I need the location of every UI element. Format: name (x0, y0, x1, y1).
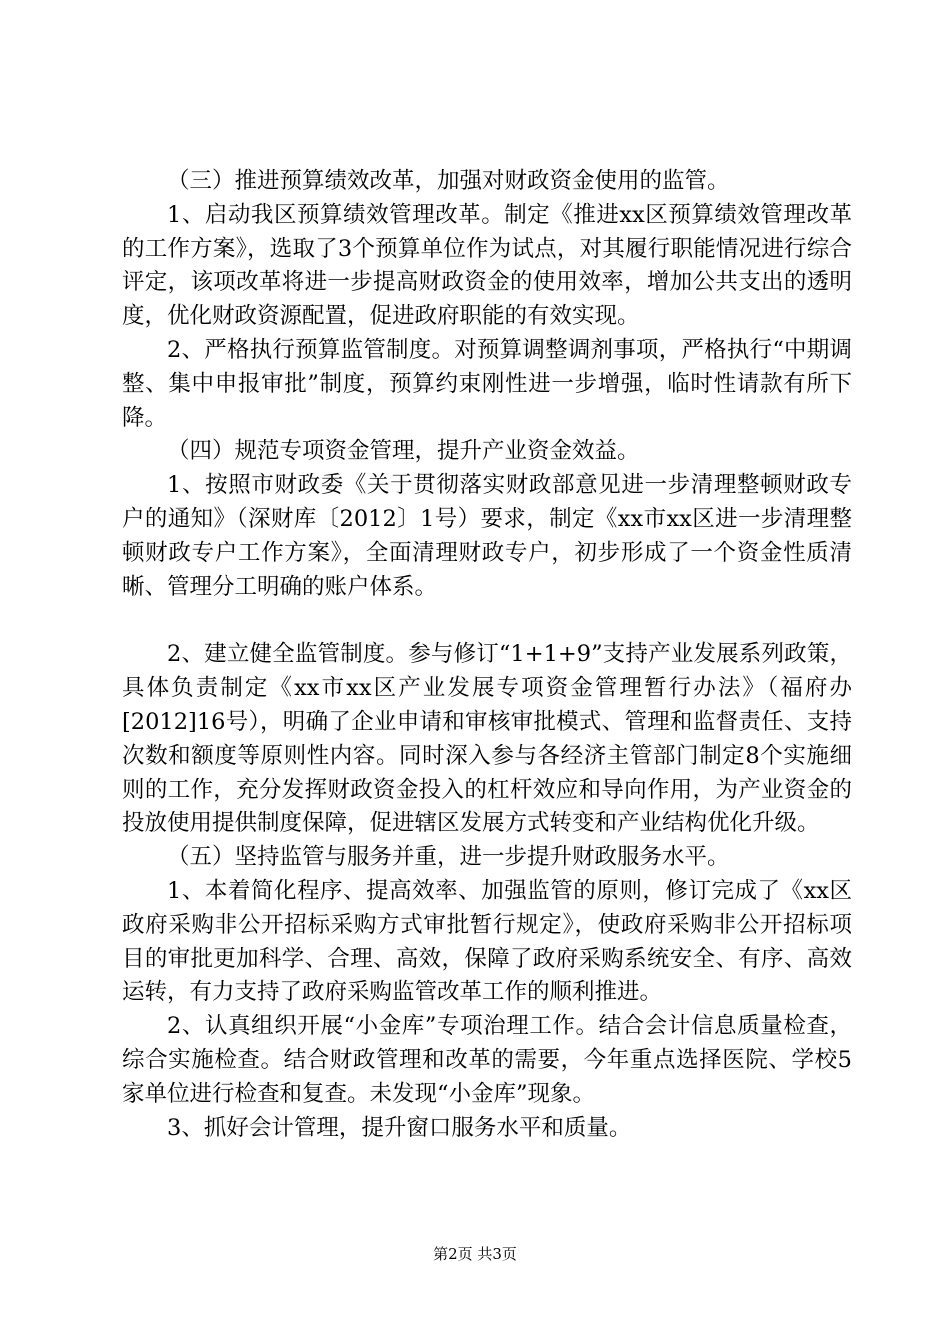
section-heading-4: （四）规范专项资金管理，提升产业资金效益。 (167, 438, 640, 465)
page-number: 第2页 共3页 (433, 1245, 517, 1263)
paragraph: 1、启动我区预算绩效管理改革。制定《推进xx区预算绩效管理改革的工作方案》，选取了3个预算单位作为试点，对其履行职能情况进行综合评定，该项改革将进一步提高财政资金的使用效率，增加公共支出的透明度，优化财政资源配置，促进政府职能的有效实现。 (122, 201, 852, 330)
paragraph: 1、本着简化程序、提高效率、加强监管的原则，修订完成了《xx区政府采购非公开招标采购方式审批暂行规定》，使政府采购非公开招标项目的审批更加科学、合理、高效，保障了政府采购系统安全、有序、高效运转，有力支持了政府采购监管改革工作的顺利推进。 (122, 877, 852, 1006)
section-heading-3: （三）推进预算绩效改革，加强对财政资金使用的监管。 (167, 168, 730, 194)
document-body (122, 165, 852, 1145)
paragraph: 1、按照市财政委《关于贯彻落实财政部意见进一步清理整顿财政专户的通知》（深财库〔2012〕1号）要求，制定《xx市xx区进一步清理整顿财政专户工作方案》，全面清理财政专户，初步形成了一个资金性质清晰、管理分工明确的账户体系。 (122, 472, 852, 600)
paragraph: 2、严格执行预算监管制度。对预算调整调剂事项，严格执行“中期调整、集中申报审批”制度，预算约束刚性进一步增强，临时性请款有所下降。 (122, 336, 852, 431)
paragraph: 2、建立健全监管制度。参与修订“1+1+9”支持产业发展系列政策，具体负责制定《xx市xx区产业发展专项资金管理暂行办法》（福府办[2012]16号），明确了企业申请和审核审批模式、管理和监督责任、支持次数和额度等原则性内容。同时深入参与各经济主管部门制定8个实施细则的工作，充分发挥财政资金投入的杠杆效应和导向作用，为产业资金的投放使用提供制度保障，促进辖区发展方式转变和产业结构优化升级。 (122, 641, 852, 837)
section-heading-5: （五）坚持监管与服务并重，进一步提升财政服务水平。 (167, 844, 730, 871)
paragraph: 2、认真组织开展“小金库”专项治理工作。结合会计信息质量检查，综合实施检查。结合财政管理和改革的需要，今年重点选择医院、学校5家单位进行检查和复查。未发现“小金库”现象。 (122, 1013, 852, 1107)
page-footer (0, 1243, 950, 1264)
paragraph: 3、抓好会计管理，提升窗口服务水平和质量。 (167, 1114, 632, 1141)
